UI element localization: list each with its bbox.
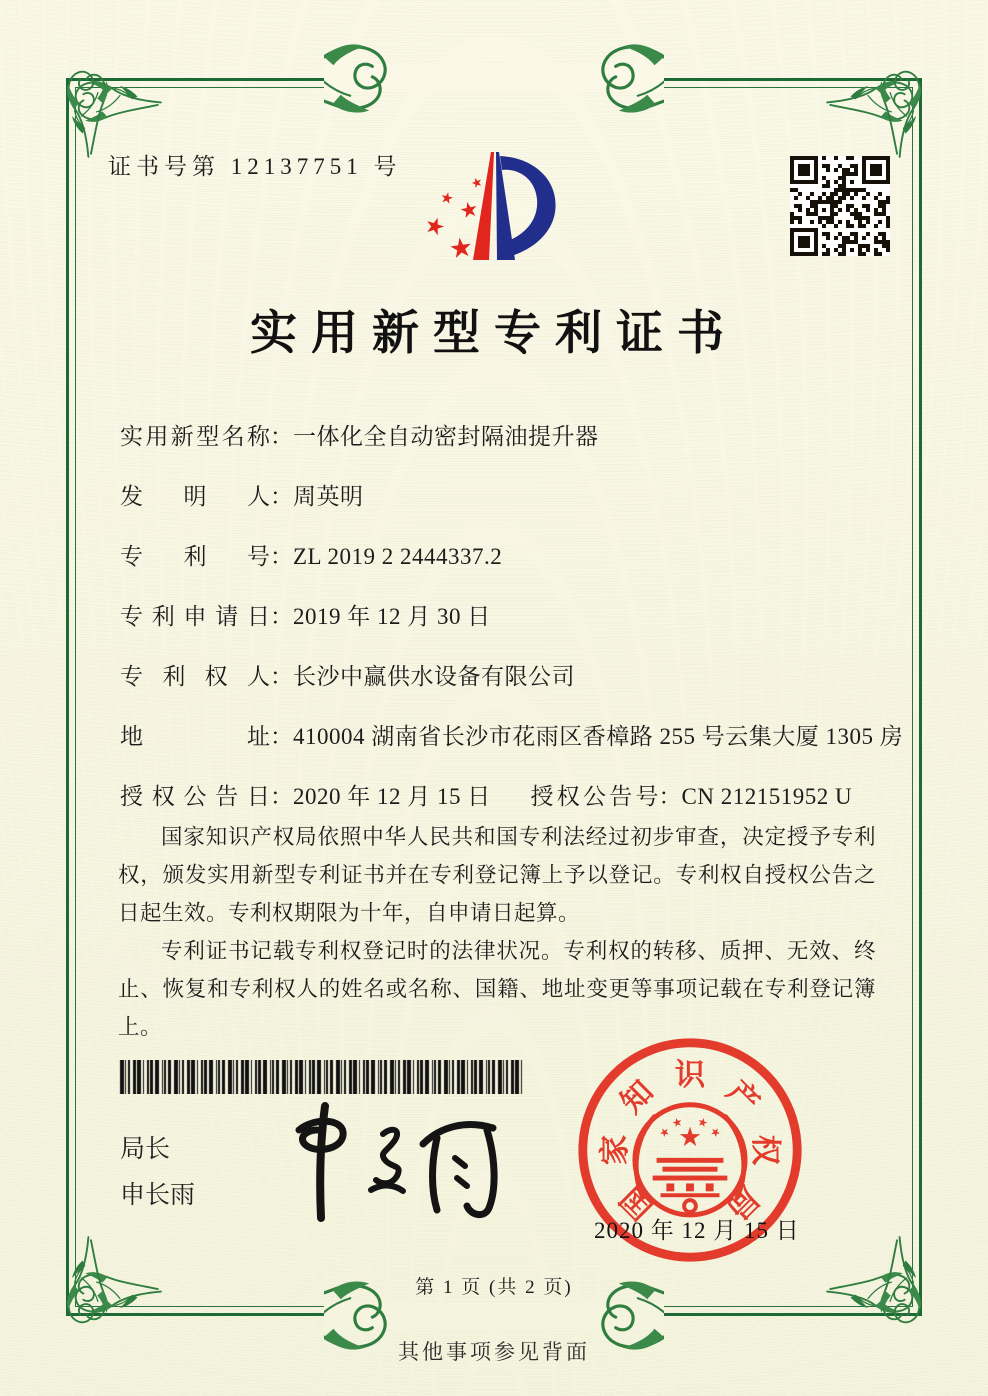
field-row-patentee: 专利权人：长沙中赢供水设备有限公司 bbox=[120, 658, 888, 696]
svg-text:权: 权 bbox=[747, 1134, 782, 1166]
svg-text:★: ★ bbox=[446, 231, 476, 266]
svg-text:★: ★ bbox=[469, 174, 486, 193]
field-label: 专利申请日 bbox=[120, 604, 270, 629]
field-value: 2019 年 12 月 30 日 bbox=[293, 604, 491, 629]
field-label: 授权公告日 bbox=[120, 784, 270, 809]
field-row-inventor: 发明人：周英明 bbox=[120, 478, 888, 516]
field-value: 长沙中赢供水设备有限公司 bbox=[293, 664, 575, 689]
field-label: 地址 bbox=[120, 724, 270, 749]
legal-text-block bbox=[118, 818, 876, 1046]
svg-text:知: 知 bbox=[614, 1074, 660, 1120]
certificate-title: 实用新型专利证书 bbox=[250, 308, 738, 360]
field-row-name: 实用新型名称：一体化全自动密封隔油提升器 bbox=[120, 418, 888, 456]
svg-text:★: ★ bbox=[420, 211, 449, 243]
grant-date-under-seal: 2020 年 12 月 15 日 bbox=[594, 1218, 800, 1243]
legal-paragraph-2: 专利证书记载专利权登记时的法律状况。专利权的转移、质押、无效、终止、恢复和专利权人的姓名或名称、国籍、地址变更等事项记载在专利登记簿上。 bbox=[118, 939, 876, 1039]
field-row-address: 地址：410004 湖南省长沙市花雨区香樟路 255 号云集大厦 1305 房 bbox=[120, 718, 888, 756]
svg-text:产: 产 bbox=[720, 1074, 766, 1120]
svg-text:家: 家 bbox=[598, 1134, 633, 1166]
grant-number-pair: 授权公告号：CN 212151952 U bbox=[531, 784, 853, 809]
field-value: ZL 2019 2 2444337.2 bbox=[293, 544, 503, 569]
field-value: 410004 湖南省长沙市花雨区香樟路 255 号云集大厦 1305 房 bbox=[293, 724, 904, 749]
barcode bbox=[118, 1060, 532, 1094]
field-label: 发明人 bbox=[120, 484, 270, 509]
page-number: 第 1 页 (共 2 页) bbox=[415, 1277, 573, 1298]
top-flourish-ornament bbox=[324, 36, 664, 120]
signature-handwriting bbox=[250, 1096, 530, 1226]
grant-date-pair: 授权公告日：2020 年 12 月 15 日 bbox=[120, 784, 491, 809]
corner-flourish-bottom-left bbox=[52, 1210, 192, 1350]
corner-flourish-top-left bbox=[52, 44, 192, 184]
corner-flourish-bottom-right bbox=[796, 1210, 936, 1350]
svg-text:识: 识 bbox=[674, 1058, 706, 1093]
svg-text:★: ★ bbox=[457, 196, 481, 224]
svg-text:★: ★ bbox=[678, 1122, 702, 1154]
signer-name: 申长雨 bbox=[120, 1181, 196, 1209]
svg-text:★: ★ bbox=[707, 1123, 724, 1141]
svg-text:★: ★ bbox=[438, 187, 456, 209]
field-value: 一体化全自动密封隔油提升器 bbox=[293, 424, 599, 449]
signer-block bbox=[120, 1126, 195, 1218]
field-row-filing-date: 专利申请日：2019 年 12 月 30 日 bbox=[120, 598, 888, 636]
national-emblem-icon bbox=[635, 1105, 745, 1215]
signer-title: 局长 bbox=[120, 1135, 171, 1163]
svg-text:局: 局 bbox=[720, 1180, 766, 1226]
field-row-grant bbox=[120, 778, 888, 816]
field-row-patent-no: 专利号：ZL 2019 2 2444337.2 bbox=[120, 538, 888, 576]
field-value: CN 212151952 U bbox=[681, 784, 853, 809]
corner-flourish-top-right bbox=[796, 44, 936, 184]
bottom-flourish-ornament bbox=[324, 1274, 664, 1358]
back-side-note: 其他事项参见背面 bbox=[398, 1340, 590, 1364]
svg-text:★: ★ bbox=[670, 1114, 685, 1131]
fields-block bbox=[120, 418, 904, 838]
svg-text:国: 国 bbox=[614, 1180, 660, 1226]
field-label: 专利权人 bbox=[120, 664, 270, 689]
field-label: 实用新型名称 bbox=[120, 424, 270, 449]
field-label: 授权公告号 bbox=[530, 784, 659, 809]
legal-paragraph-1: 国家知识产权局依照中华人民共和国专利法经过初步审查，决定授予专利权，颁发实用新型专利证书并在专利登记簿上予以登记。专利权自授权公告之日起生效。专利权期限为十年，自申请日起算。 bbox=[118, 825, 876, 925]
field-label: 专利号 bbox=[120, 544, 270, 569]
certificate-number: 证书号第 12137751 号 bbox=[108, 154, 402, 179]
svg-text:★: ★ bbox=[656, 1123, 673, 1141]
field-value: 周英明 bbox=[293, 484, 364, 509]
cnipa-logo-icon bbox=[399, 138, 589, 278]
field-value: 2020 年 12 月 15 日 bbox=[293, 784, 491, 809]
svg-text:★: ★ bbox=[695, 1114, 710, 1131]
